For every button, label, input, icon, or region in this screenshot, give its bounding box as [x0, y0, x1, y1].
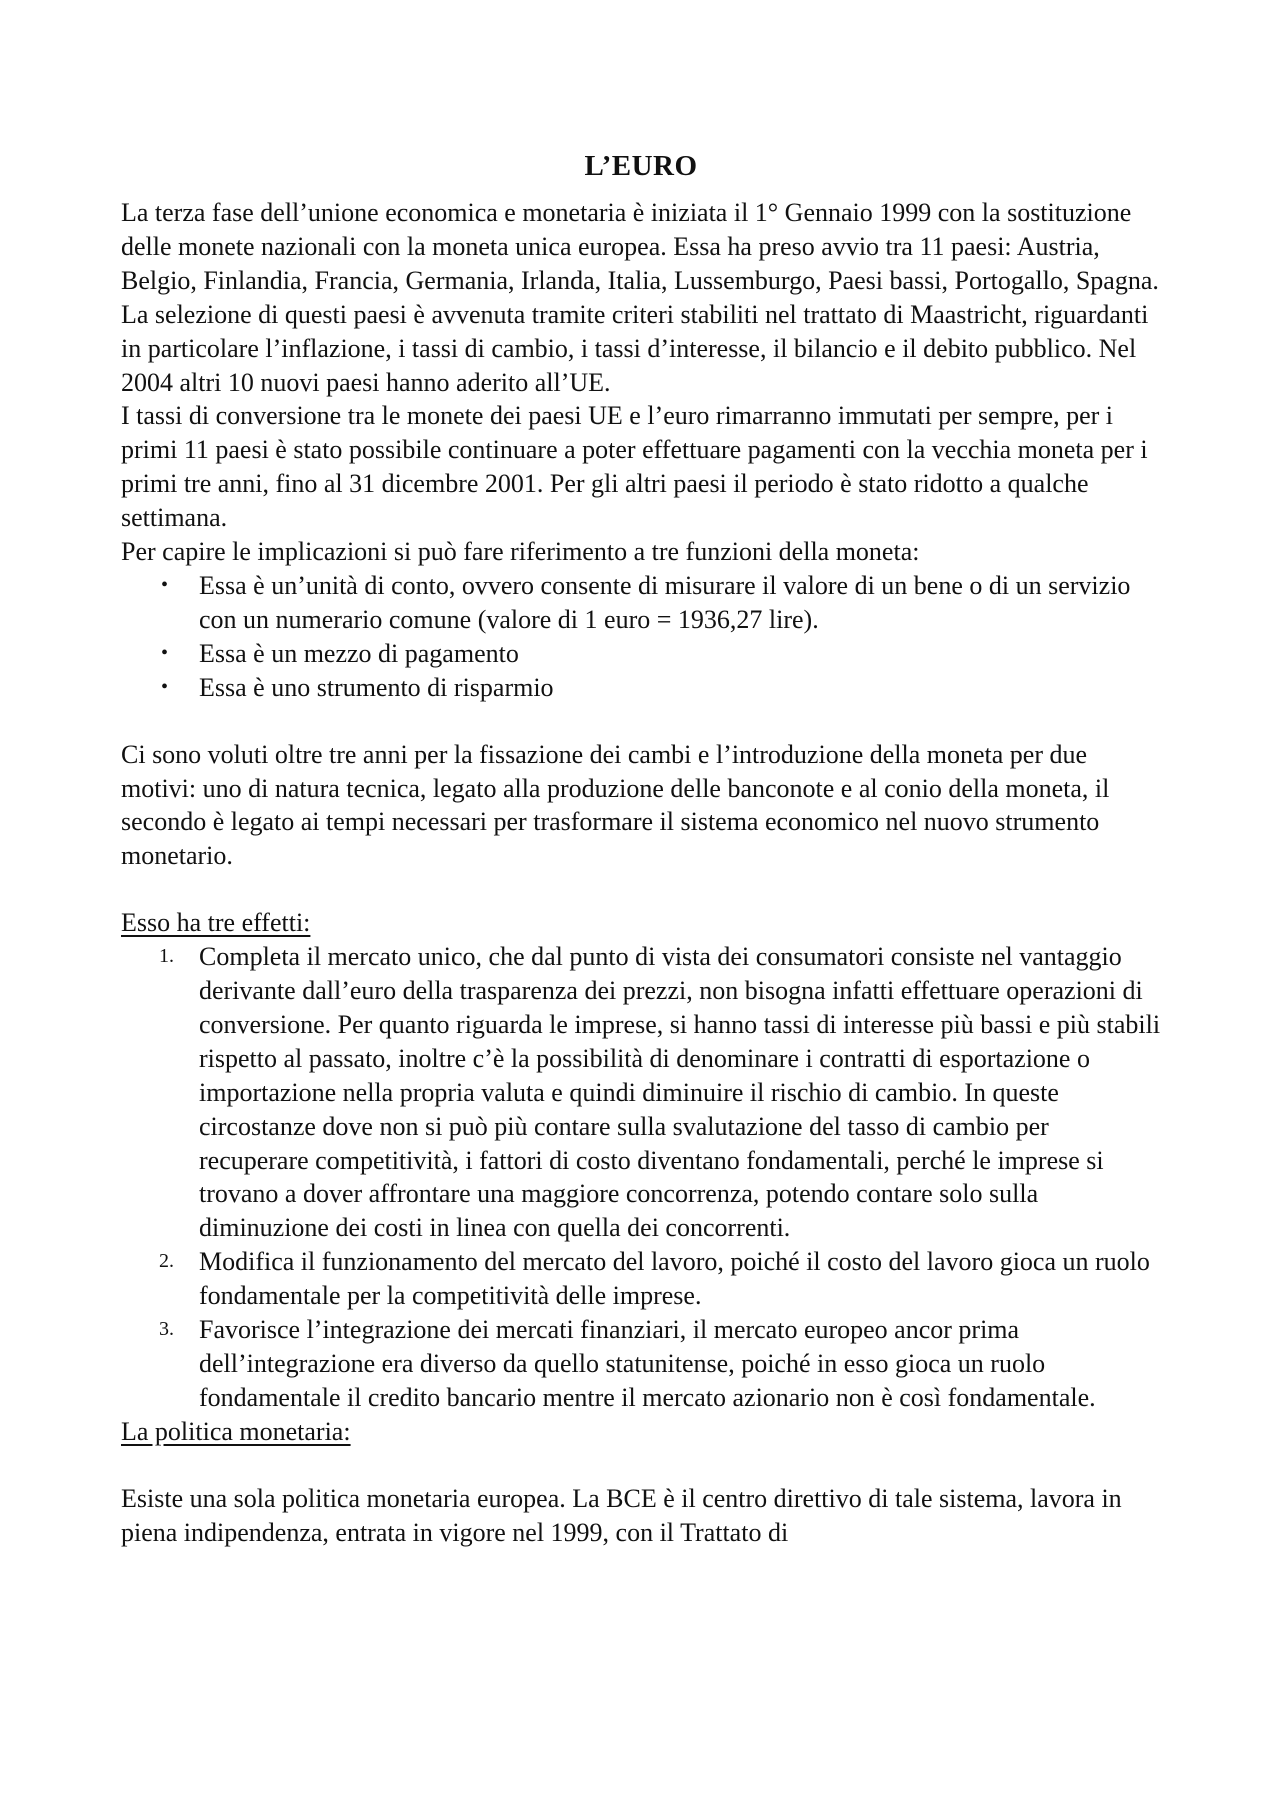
bullet-icon: •	[161, 641, 169, 664]
effects-list	[121, 940, 1161, 1415]
list-item-text: Essa è un mezzo di pagamento	[199, 638, 519, 668]
list-number: 2.	[159, 1250, 174, 1273]
list-item	[121, 1313, 1161, 1415]
policy-paragraph: Esiste una sola politica monetaria europea. La BCE è il centro direttivo di tale sistema, lavora in piena indipendenza, entrata in vigore nel 1999, con il Trattato di	[121, 1483, 1122, 1547]
conversion-paragraph: I tassi di conversione tra le monete dei paesi UE e l’euro rimarranno immutati per sempre, per i primi 11 paesi è stato possibile continuare a poter effettuare pagamenti con la vecchia moneta per i primi tre anni, fino al 31 dicembre 2001. Per gli altri paesi il periodo è stato ridotto a qualche settimana.	[121, 401, 1148, 533]
list-item	[121, 940, 1161, 1245]
list-number: 1.	[159, 945, 174, 968]
list-item-text: Favorisce l’integrazione dei mercati finanziari, il mercato europeo ancor prima dell’integrazione era diverso da quello statunitense, poiché in esso gioca un ruolo fondamentale il credito bancario mentre il mercato azionario non è così fondamentale.	[199, 1315, 1096, 1412]
intro-paragraph: La terza fase dell’unione economica e monetaria è iniziata il 1° Gennaio 1999 con la sostituzione delle monete nazionali con la moneta unica europea. Essa ha preso avvio tra 11 paesi: Austria, Belgio, Finlandia, Francia, Germania, Irlanda, Italia, Lussemburgo, Paesi bassi, Portogallo, Spagna. La selezione di questi paesi è avvenuta tramite criteri stabiliti nel trattato di Maastricht, riguardanti in particolare l’inflazione, i tassi di cambio, i tassi d’interesse, il bilancio e il debito pubblico. Nel 2004 altri 10 nuovi paesi hanno aderito all’UE.	[121, 198, 1159, 397]
bullet-icon: •	[161, 675, 169, 698]
list-item-text: Modifica il funzionamento del mercato del lavoro, poiché il costo del lavoro gioca un ruolo fondamentale per la competitività delle imprese.	[199, 1247, 1150, 1311]
page-title: L’EURO	[584, 150, 698, 182]
list-item-text: Completa il mercato unico, che dal punto di vista dei consumatori consiste nel vantaggio derivante dall’euro della trasparenza dei prezzi, non bisogna infatti effettuare operazioni di conversione. Per quanto riguarda le imprese, si hanno tassi di interesse più bassi e più stabili rispetto al passato, inoltre c’è la possibilità di denominare i contratti di esportazione o importazione nella propria valuta e quindi diminuire il rischio di cambio. In queste circostanze dove non si può più contare sulla svalutazione del tasso di cambio per recuperare competitività, i fattori di costo diventano fondamentali, perché le imprese si trovano a dover affrontare una maggiore concorrenza, potendo contare solo sulla diminuzione dei costi in linea con quella dei concorrenti.	[199, 942, 1161, 1243]
list-item	[121, 671, 1161, 705]
effects-heading: Esso ha tre effetti:	[121, 908, 311, 938]
list-item-text: Essa è un’unità di conto, ovvero consente di misurare il valore di un bene o di un servizio con un numerario comune (valore di 1 euro = 1936,27 lire).	[199, 570, 1131, 634]
list-item	[121, 637, 1161, 671]
list-number: 3.	[159, 1318, 174, 1341]
timing-paragraph: Ci sono voluti oltre tre anni per la fissazione dei cambi e l’introduzione della moneta per due motivi: uno di natura tecnica, legato alla produzione delle banconote e al conio della moneta, il secondo è legato ai tempi necessari per trasformare il sistema economico nel nuovo strumento monetario.	[121, 739, 1110, 871]
functions-intro: Per capire le implicazioni si può fare riferimento a tre funzioni della moneta:	[121, 537, 920, 567]
bullet-icon: •	[161, 573, 169, 596]
list-item	[121, 569, 1161, 637]
functions-list	[121, 569, 1161, 705]
list-item	[121, 1245, 1161, 1313]
document-body	[121, 146, 1161, 1550]
policy-heading: La politica monetaria:	[121, 1416, 351, 1446]
list-item-text: Essa è uno strumento di risparmio	[199, 672, 554, 702]
